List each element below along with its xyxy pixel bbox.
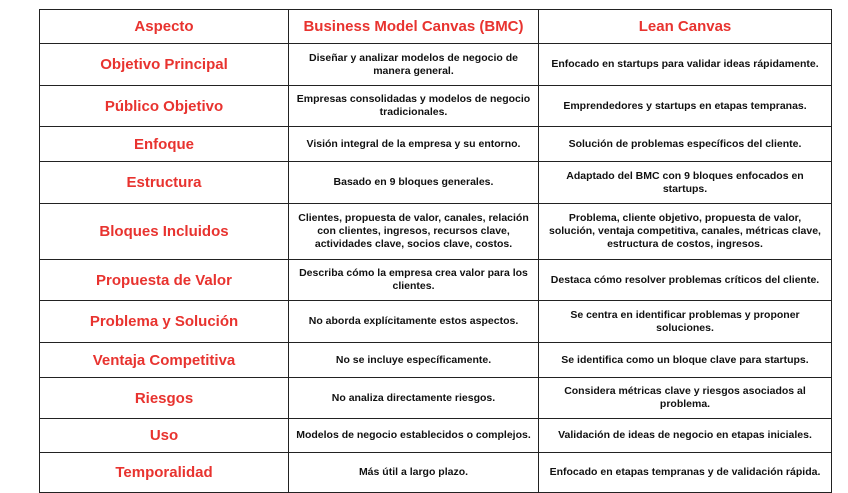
aspect-cell: Problema y Solución [40,301,289,343]
table-row [40,44,832,86]
bmc-cell: Clientes, propuesta de valor, canales, relación con clientes, ingresos, recursos clave, actividades clave, socios clave, costos. [289,204,539,260]
lean-cell: Se centra en identificar problemas y proponer soluciones. [539,301,832,343]
table-row [40,301,832,343]
header-bmc: Business Model Canvas (BMC) [289,10,539,44]
lean-cell: Solución de problemas específicos del cliente. [539,127,832,162]
lean-cell: Validación de ideas de negocio en etapas iniciales. [539,419,832,453]
bmc-cell: Diseñar y analizar modelos de negocio de manera general. [289,44,539,86]
bmc-cell: Empresas consolidadas y modelos de negocio tradicionales. [289,86,539,127]
table-row [40,260,832,301]
bmc-cell: Visión integral de la empresa y su entorno. [289,127,539,162]
table-row [40,378,832,419]
table-row [40,453,832,493]
bmc-cell: Basado en 9 bloques generales. [289,162,539,204]
table-row [40,204,832,260]
header-lean-canvas: Lean Canvas [539,10,832,44]
header-row [40,10,832,44]
table-row [40,127,832,162]
aspect-cell: Riesgos [40,378,289,419]
lean-cell: Enfocado en etapas tempranas y de validación rápida. [539,453,832,493]
bmc-cell: No analiza directamente riesgos. [289,378,539,419]
lean-cell: Considera métricas clave y riesgos asociados al problema. [539,378,832,419]
aspect-cell: Bloques Incluidos [40,204,289,260]
aspect-cell: Temporalidad [40,453,289,493]
table-row [40,162,832,204]
aspect-cell: Enfoque [40,127,289,162]
aspect-cell: Estructura [40,162,289,204]
aspect-cell: Objetivo Principal [40,44,289,86]
aspect-cell: Público Objetivo [40,86,289,127]
lean-cell: Enfocado en startups para validar ideas rápidamente. [539,44,832,86]
bmc-cell: Modelos de negocio establecidos o complejos. [289,419,539,453]
comparison-table-container [39,9,831,493]
lean-cell: Se identifica como un bloque clave para startups. [539,343,832,378]
header-aspecto: Aspecto [40,10,289,44]
lean-cell: Problema, cliente objetivo, propuesta de valor, solución, ventaja competitiva, canales, métricas clave, estructura de costos, ingresos. [539,204,832,260]
lean-cell: Emprendedores y startups en etapas tempranas. [539,86,832,127]
table-row [40,86,832,127]
aspect-cell: Ventaja Competitiva [40,343,289,378]
bmc-cell: Más útil a largo plazo. [289,453,539,493]
bmc-cell: No se incluye específicamente. [289,343,539,378]
table-row [40,419,832,453]
bmc-cell: Describa cómo la empresa crea valor para los clientes. [289,260,539,301]
table-row [40,343,832,378]
aspect-cell: Propuesta de Valor [40,260,289,301]
lean-cell: Adaptado del BMC con 9 bloques enfocados en startups. [539,162,832,204]
aspect-cell: Uso [40,419,289,453]
lean-cell: Destaca cómo resolver problemas críticos del cliente. [539,260,832,301]
comparison-table [39,9,832,493]
bmc-cell: No aborda explícitamente estos aspectos. [289,301,539,343]
